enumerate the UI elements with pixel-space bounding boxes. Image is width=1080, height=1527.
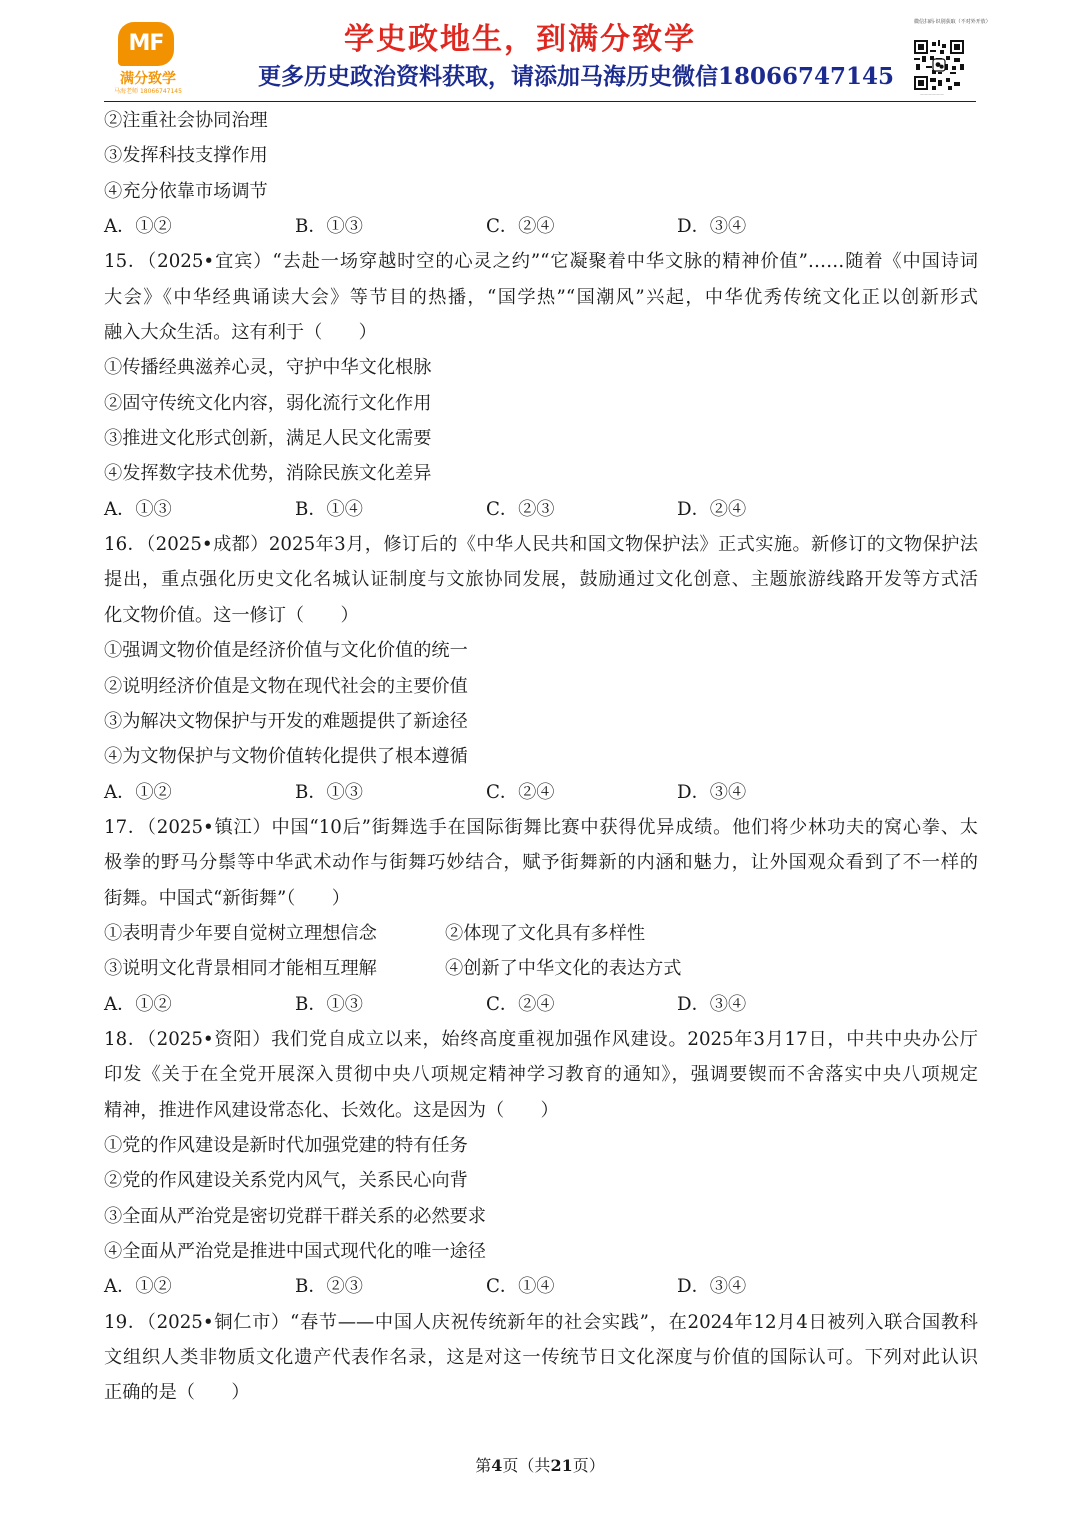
choice-item: ②固守传统文化内容，弱化流行文化作用: [104, 392, 432, 414]
option-d: D．③④: [677, 781, 747, 803]
choice-item: ②注重社会协同治理: [104, 110, 268, 131]
choice-item: ②体现了文化具有多样性: [445, 922, 646, 944]
question-stem: 极拳的野马分鬃等中华武术动作与街舞巧妙结合，赋予街舞新的内涵和魅力，让外国观众看到了不一样的: [104, 852, 978, 874]
option-c: C．②④: [486, 216, 555, 238]
question-stem: 17．（2025•镇江）中国“10后”街舞选手在国际街舞比赛中获得优异成绩。他们将少林功夫的窝心拳、太: [104, 816, 978, 838]
question-stem: 精神，推进作风建设常态化、长效化。这是因为（ ）: [104, 1099, 559, 1121]
choice-item: ③推进文化形式创新，满足人民文化需要: [104, 428, 432, 450]
qr-code-icon: [914, 40, 964, 90]
answer-options: [104, 775, 978, 810]
choice-item-pair: [104, 951, 978, 986]
choice-item: ①党的作风建设是新时代加强党建的特有任务: [104, 1134, 468, 1156]
option-a: A．①②: [104, 993, 172, 1015]
question-stem: 街舞。中国式“新街舞”（ ）: [104, 887, 350, 909]
page-header: [0, 0, 1080, 103]
question-stem: 融入大众生活。这有利于（ ）: [104, 322, 377, 344]
choice-item: ④创新了中华文化的表达方式: [445, 958, 682, 980]
question-stem: 提出，重点强化历史文化名城认证制度与文旅协同发展，鼓励通过文化创意、主题旅游线路开发等方式活: [104, 569, 978, 591]
question-stem: 19．（2025•铜仁市）“春节——中国人庆祝传统新年的社会实践”，在2024年12月4日被列入联合国教科: [104, 1311, 978, 1333]
qr-caption: 微信扫码·识别获取（不对外开放）: [914, 19, 991, 25]
option-b: B．①③: [295, 993, 363, 1015]
choice-item-pair: [104, 916, 978, 951]
choice-item: ①强调文物价值是经济价值与文化价值的统一: [104, 640, 468, 662]
choice-item: ③为解决文物保护与开发的难题提供了新途径: [104, 710, 468, 732]
choice-item: ③全面从严治党是密切党群干群关系的必然要求: [104, 1205, 486, 1227]
option-d: D．②④: [677, 498, 747, 520]
question-stem: 印发《关于在全党开展深入贯彻中央八项规定精神学习教育的通知》，强调要锲而不舍落实中央八项规定: [104, 1064, 978, 1086]
page-number: 4: [491, 1456, 503, 1475]
choice-item: ④充分依靠市场调节: [104, 180, 268, 202]
option-d: D．③④: [677, 216, 747, 238]
choice-item: ②党的作风建设关系党内风气，关系民心向背: [104, 1170, 468, 1192]
choice-item: ④全面从严治党是推进中国式现代化的唯一途径: [104, 1241, 486, 1262]
question-stem: 大会》《中华经典诵读大会》等节目的热播，“国学热”“国潮风”兴起，中华优秀传统文化正以创新形式: [104, 286, 978, 308]
option-d: D．③④: [677, 993, 747, 1015]
option-b: B．①③: [295, 781, 363, 803]
question-stem: 16．（2025•成都）2025年3月，修订后的《中华人民共和国文物保护法》正式实施。新修订的文物保护法: [104, 534, 978, 556]
choice-item: ②说明经济价值是文物在现代社会的主要价值: [104, 675, 468, 697]
option-c: C．②④: [486, 993, 555, 1015]
choice-item: ④为文物保护与文物价值转化提供了根本遵循: [104, 746, 468, 768]
footer-prefix: 第: [475, 1456, 492, 1475]
exam-content: [104, 103, 978, 1411]
answer-options: [104, 492, 978, 527]
option-b: B．①④: [295, 498, 363, 520]
footer-mid: 页（共: [502, 1456, 551, 1475]
choice-item: ①表明青少年要自觉树立理想信念: [104, 922, 377, 944]
header-contact: 更多历史政治资料获取，请添加马海历史微信18066747145: [258, 63, 895, 90]
header-divider: [104, 101, 976, 102]
logo-subtitle: 马海老师 18066747145: [114, 88, 182, 95]
question-stem: 15．（2025•宜宾）“去赴一场穿越时空的心灵之约”“它凝聚着中华文脉的精神价值”……随着《中国诗词: [104, 251, 978, 273]
option-b: B．①③: [295, 216, 363, 238]
question-stem: 化文物价值。这一修订（ ）: [104, 604, 359, 626]
option-a: A．①②: [104, 1276, 172, 1298]
question-stem: 正确的是（ ）: [104, 1382, 250, 1404]
page-footer: [0, 1453, 1080, 1476]
choice-item: ①传播经典滋养心灵，守护中华文化根脉: [104, 357, 432, 379]
answer-options: [104, 1269, 978, 1304]
question-stem: 文组织人类非物质文化遗产代表作名录，这是对这一传统节日文化深度与价值的国际认可。下列对此认识: [104, 1347, 978, 1369]
brand-logo: [110, 18, 186, 96]
option-c: C．②③: [486, 498, 555, 520]
page-total: 21: [550, 1456, 573, 1475]
option-d: D．③④: [677, 1276, 747, 1298]
logo-badge: MF: [118, 22, 174, 66]
option-a: A．①②: [104, 216, 172, 238]
option-a: A．①③: [104, 498, 172, 520]
option-c: C．②④: [486, 781, 555, 803]
answer-options: [104, 209, 978, 244]
qr-footer: ——————: [920, 92, 944, 97]
question-stem: 18．（2025•资阳）我们党自成立以来，始终高度重视加强作风建设。2025年3月17日，中共中央办公厅: [104, 1028, 978, 1050]
logo-name: 满分致学: [120, 71, 176, 87]
choice-item: ④发挥数字技术优势，消除民族文化差异: [104, 463, 432, 485]
answer-options: [104, 987, 978, 1022]
option-a: A．①②: [104, 781, 172, 803]
header-slogan: 学史政地生，到满分致学: [344, 22, 696, 57]
choice-item: ③发挥科技支撑作用: [104, 145, 268, 167]
option-b: B．②③: [295, 1276, 363, 1298]
footer-suffix: 页）: [572, 1456, 605, 1475]
choice-item: ③说明文化背景相同才能相互理解: [104, 958, 377, 980]
option-c: C．①④: [486, 1276, 555, 1298]
